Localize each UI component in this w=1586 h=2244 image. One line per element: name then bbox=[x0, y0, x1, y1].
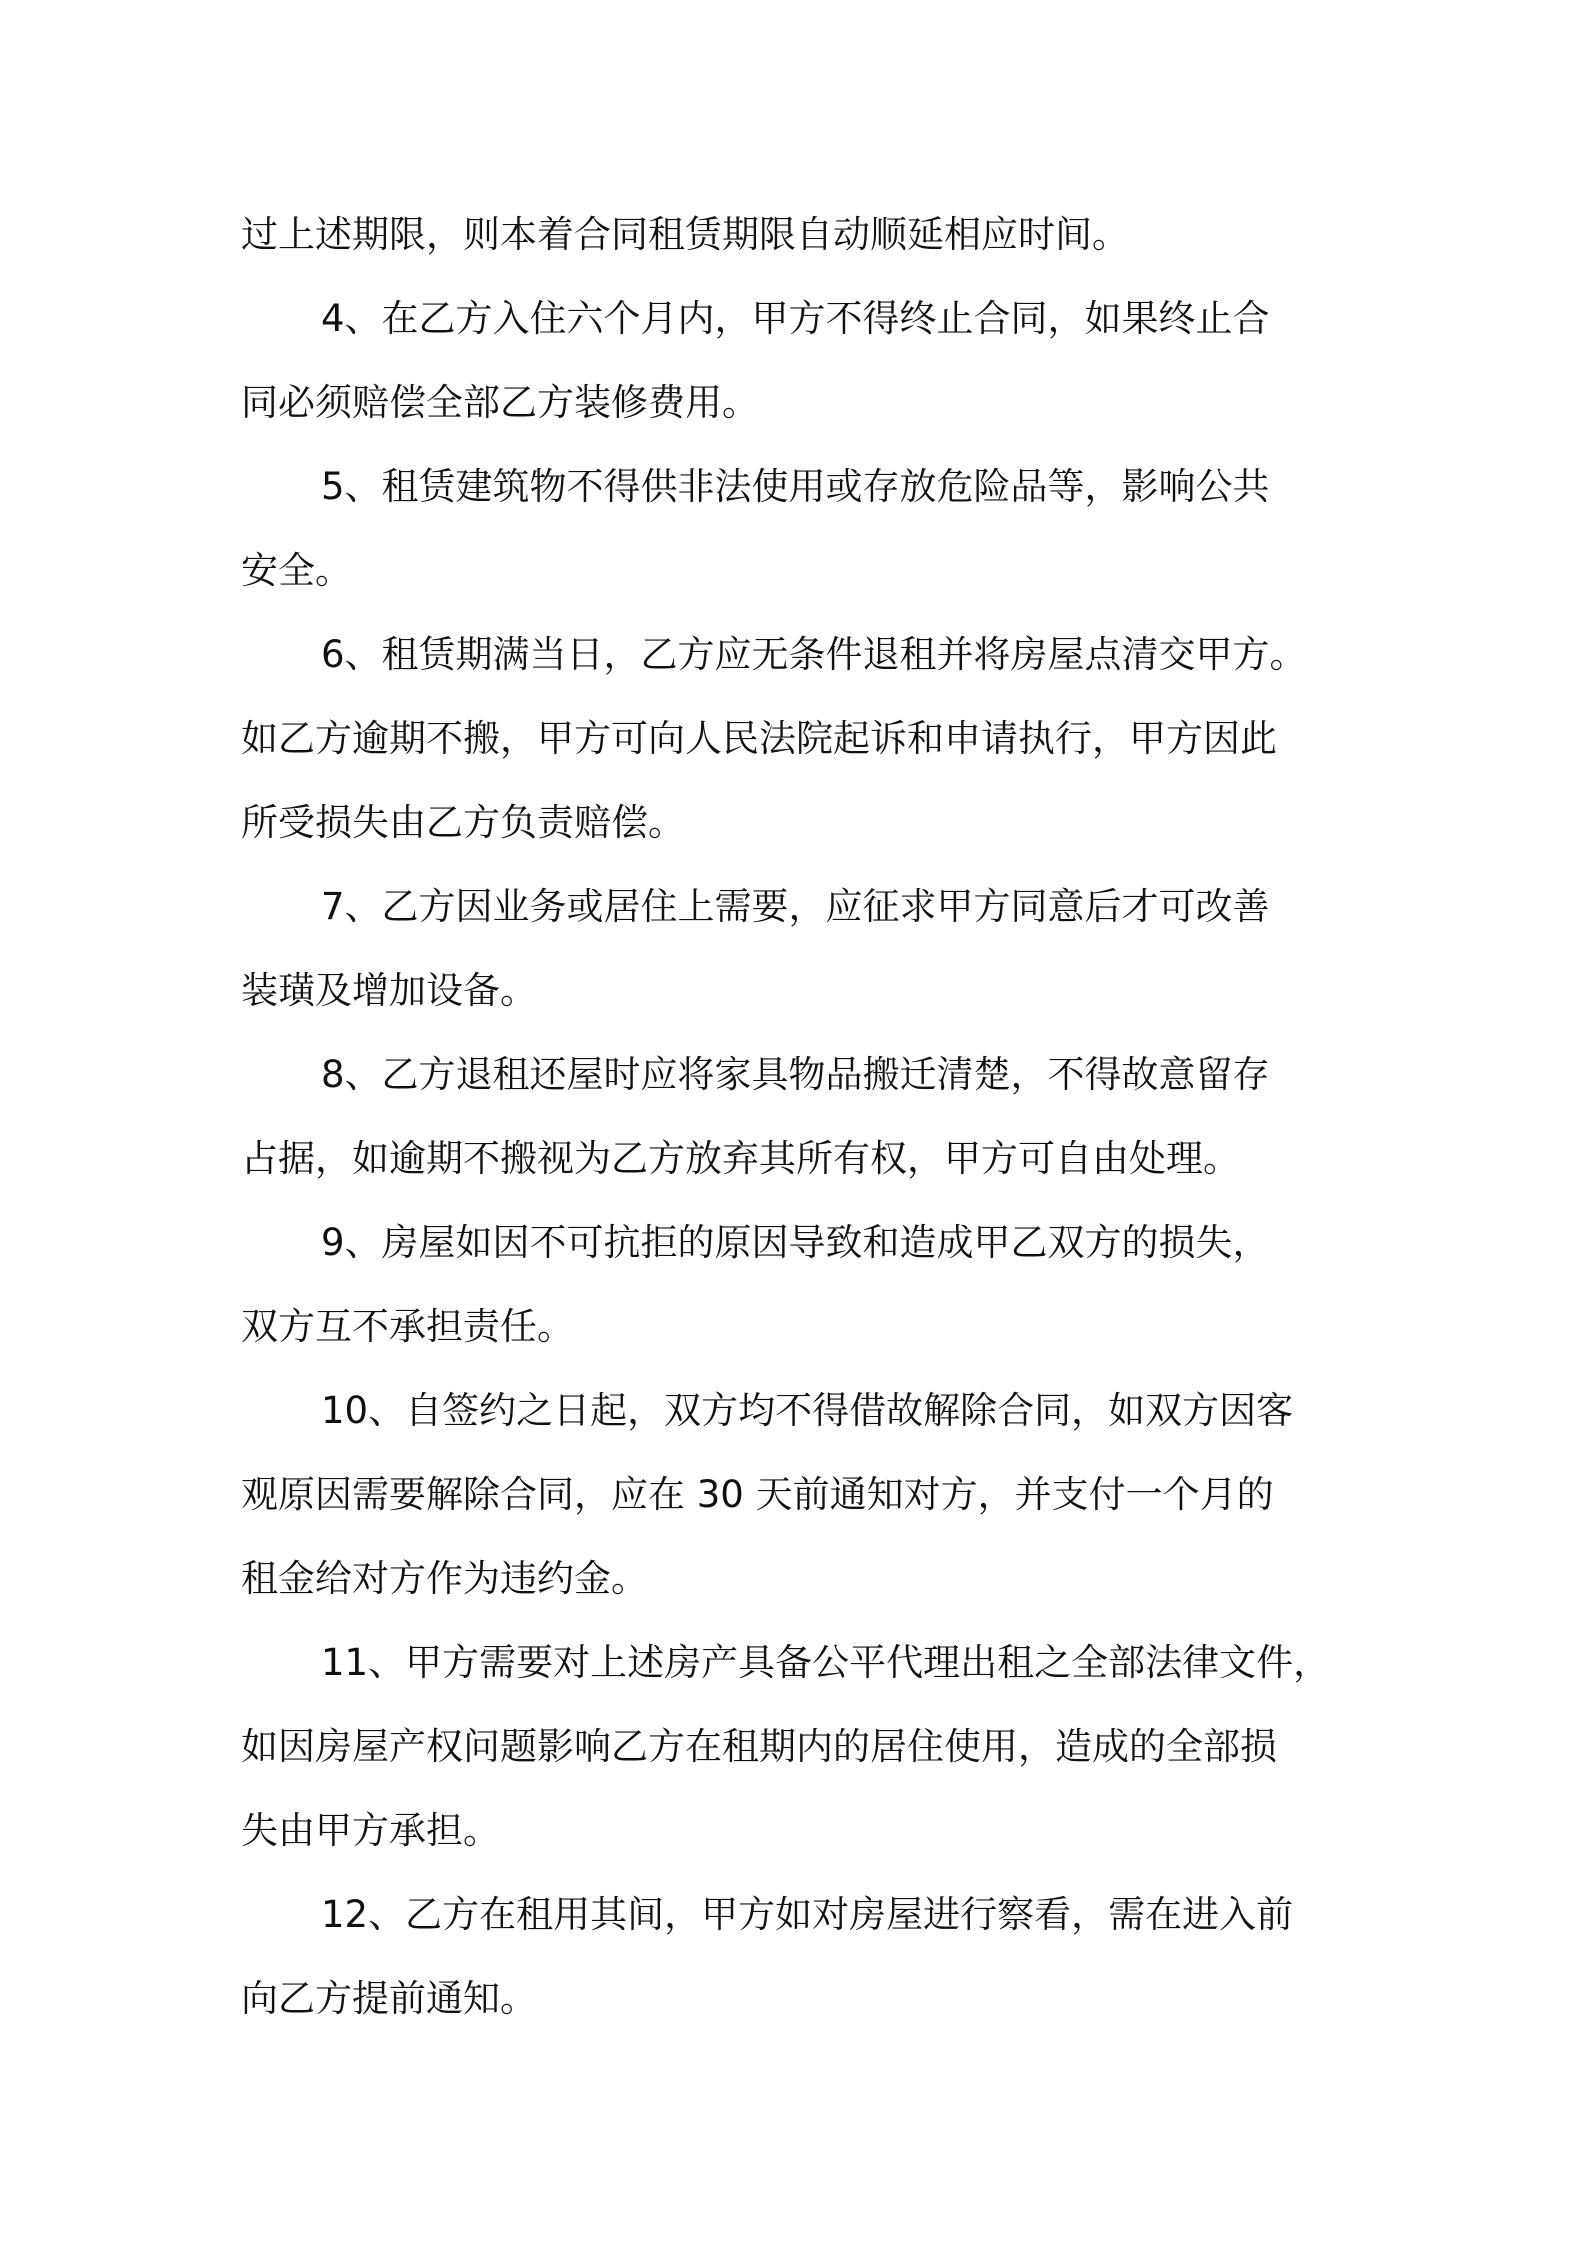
text-line: 11、甲方需要对上述房产具备公平代理出租之全部法律文件， bbox=[321, 1641, 1331, 1684]
paragraph-continuation bbox=[241, 193, 1361, 277]
clause-9-continued bbox=[241, 1285, 1361, 1369]
clause-8 bbox=[241, 1033, 1361, 1117]
text-line: 过上述期限，则本着合同租赁期限自动顺延相应时间。 bbox=[241, 213, 1129, 256]
clause-12 bbox=[241, 1873, 1361, 1957]
text-line: 12、乙方在租用其间，甲方如对房屋进行察看，需在进入前 bbox=[321, 1893, 1294, 1936]
text-line: 4、在乙方入住六个月内，甲方不得终止合同，如果终止合 bbox=[321, 297, 1270, 340]
clause-5-continued bbox=[241, 529, 1361, 613]
clause-6-continued bbox=[241, 697, 1361, 865]
contract-body bbox=[241, 193, 1361, 2041]
clause-8-continued bbox=[241, 1117, 1361, 1201]
text-line: 如因房屋产权问题影响乙方在租期内的居住使用，造成的全部损 bbox=[241, 1725, 1277, 1768]
clause-10-continued bbox=[241, 1453, 1361, 1621]
text-line: 如乙方逾期不搬，甲方可向人民法院起诉和申请执行，甲方因此 bbox=[241, 717, 1277, 760]
text-line: 占据，如逾期不搬视为乙方放弃其所有权，甲方可自由处理。 bbox=[241, 1137, 1240, 1180]
clause-11-continued bbox=[241, 1705, 1361, 1873]
clause-5 bbox=[241, 445, 1361, 529]
clause-4 bbox=[241, 277, 1361, 361]
text-line: 10、自签约之日起，双方均不得借故解除合同，如双方因客 bbox=[321, 1389, 1294, 1432]
text-line: 双方互不承担责任。 bbox=[241, 1305, 574, 1348]
text-line: 装璜及增加设备。 bbox=[241, 969, 537, 1012]
clause-11 bbox=[241, 1621, 1361, 1705]
clause-4-continued bbox=[241, 361, 1361, 445]
text-line: 9、房屋如因不可抗拒的原因导致和造成甲乙双方的损失， bbox=[321, 1221, 1270, 1264]
clause-9 bbox=[241, 1201, 1361, 1285]
text-line: 5、租赁建筑物不得供非法使用或存放危险品等，影响公共 bbox=[321, 465, 1270, 508]
text-line: 8、乙方退租还屋时应将家具物品搬迁清楚，不得故意留存 bbox=[321, 1053, 1270, 1096]
clause-10 bbox=[241, 1369, 1361, 1453]
text-line: 同必须赔偿全部乙方装修费用。 bbox=[241, 381, 759, 424]
text-line: 失由甲方承担。 bbox=[241, 1809, 500, 1852]
text-line: 6、租赁期满当日，乙方应无条件退租并将房屋点清交甲方。 bbox=[321, 633, 1307, 676]
text-line: 7、乙方因业务或居住上需要，应征求甲方同意后才可改善 bbox=[321, 885, 1270, 928]
clause-7 bbox=[241, 865, 1361, 949]
clause-7-continued bbox=[241, 949, 1361, 1033]
text-line: 安全。 bbox=[241, 549, 352, 592]
clause-12-continued bbox=[241, 1957, 1361, 2041]
clause-6 bbox=[241, 613, 1361, 697]
text-line: 观原因需要解除合同，应在 30 天前通知对方，并支付一个月的 bbox=[241, 1473, 1274, 1516]
text-line: 向乙方提前通知。 bbox=[241, 1977, 537, 2020]
text-line: 租金给对方作为违约金。 bbox=[241, 1557, 648, 1600]
text-line: 所受损失由乙方负责赔偿。 bbox=[241, 801, 685, 844]
